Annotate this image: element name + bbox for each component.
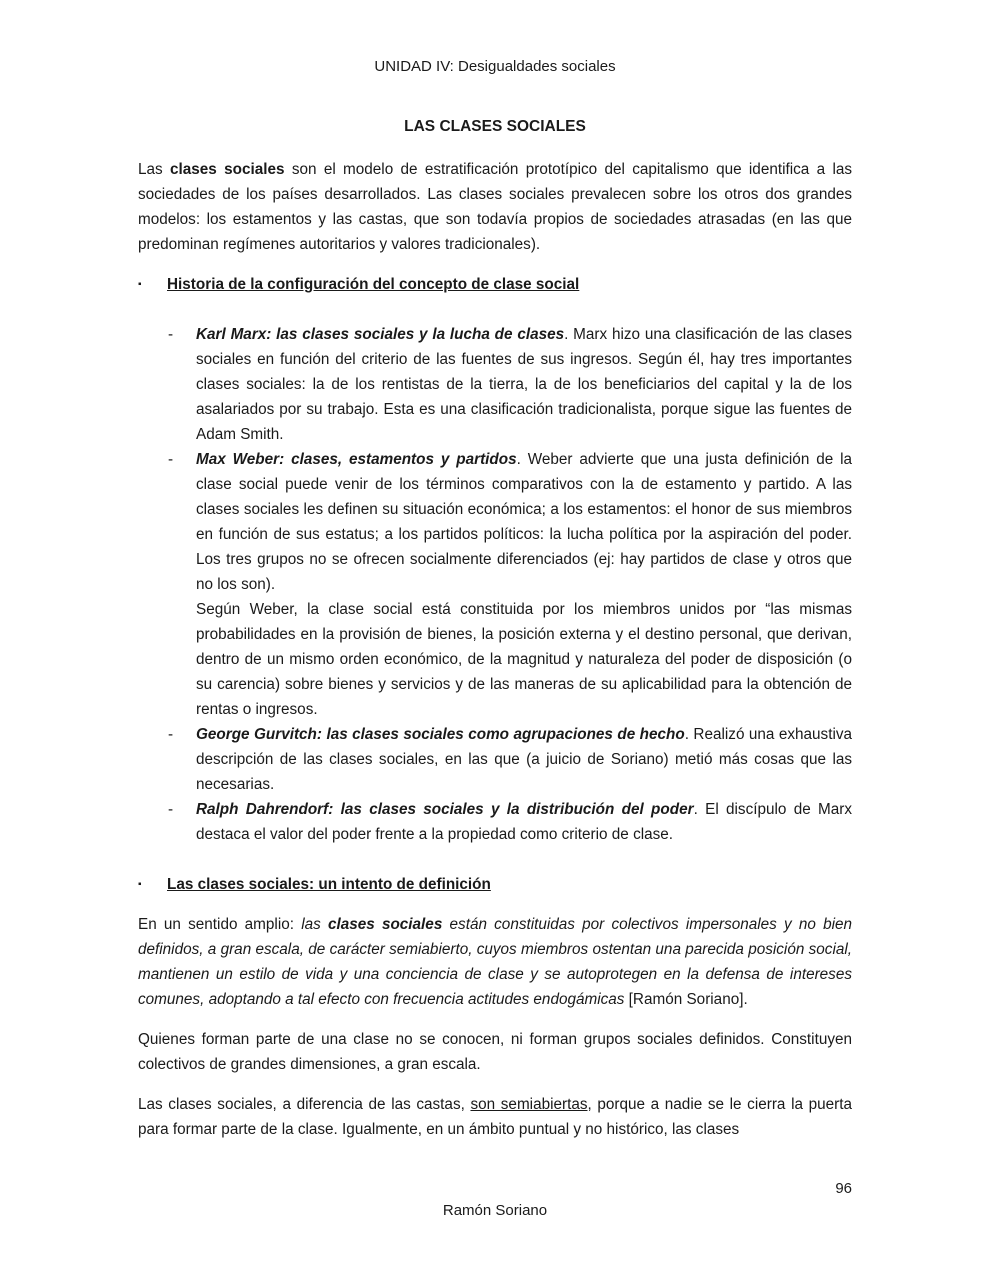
definition-text-b: las <box>301 916 328 933</box>
dash-marker: - <box>168 726 174 743</box>
section1-heading <box>138 272 852 297</box>
item-lead: Karl Marx: las clases sociales y la lucha de clases <box>196 326 565 343</box>
list-item-dahrendorf <box>138 797 852 847</box>
item-lead: George Gurvitch: las clases sociales como agrupaciones de hecho <box>196 726 685 743</box>
item-lead: Max Weber: clases, estamentos y partidos <box>196 451 517 468</box>
section2-heading <box>138 872 852 897</box>
item-extra-text: Según Weber, la clase social está constituida por los miembros unidos por “las mismas probabilidades en la provisión de bienes, la posición externa y el destino personal, que derivan, dentro de un mismo orden económico, de la magnitud y naturaleza del poder de disposición (o su carencia) sobre bienes y servicios y de las maneras de su aplicabilidad para la obtención de rentas o ingresos. <box>196 601 852 718</box>
section2-heading-text: Las clases sociales: un intento de definición <box>167 876 491 893</box>
list-item-weber <box>138 447 852 597</box>
running-header: UNIDAD IV: Desigualdades sociales <box>374 58 616 75</box>
paragraph-3-text-a: Las clases sociales, a diferencia de las castas, <box>138 1096 471 1113</box>
dash-marker: - <box>168 451 174 468</box>
definition-bold-term: clases sociales <box>327 916 443 933</box>
intro-paragraph <box>138 157 852 257</box>
square-bullet-icon: ▪ <box>138 879 142 890</box>
item-text: . Marx hizo una clasificación de las clases sociales en función del criterio de las fuentes de sus ingresos. Según él, hay tres importantes clases sociales: la de los rentistas de la tierra, la de los beneficiarios del capital y la de los asalariados por su trabajo. Esta es una clasificación tradicionalista, porque sigue las fuentes de Adam Smith. <box>196 326 852 443</box>
square-bullet-icon: ▪ <box>138 279 142 290</box>
item-text: . Realizó una exhaustiva descripción de las clases sociales, en las que (a juicio de Soriano) metió más cosas que las necesarias. <box>196 726 852 793</box>
definition-text-d: están constituidas por colectivos impersonales y no bien definidos, a gran escala, de carácter semiabierto, cuyos miembros ostentan una parecida posición social, mantienen un estilo de vida y una conciencia de clase y se autoprotegen en la defensa de intereses comunes, adoptando a tal efecto con frecuencia actitudes endogámicas <box>138 916 852 1008</box>
item-text: . El discípulo de Marx destaca el valor del poder frente a la propiedad como criterio de clase. <box>196 801 852 843</box>
definition-citation: [Ramón Soriano]. <box>624 991 748 1008</box>
paragraph-3 <box>138 1092 852 1142</box>
intro-text-c: son el modelo de estratificación prototípico del capitalismo que identifica a las sociedades de los países desarrollados. Las clases sociales prevalecen sobre los otros dos grandes modelos: los estamentos y las castas, que son todavía propios de sociedades atrasadas (en las que predominan regímenes autoritarios y valores tradicionales). <box>138 161 852 253</box>
footer-author: Ramón Soriano <box>442 1202 548 1219</box>
paragraph-3-underlined: son semiabiertas <box>470 1096 588 1113</box>
document-body <box>138 157 852 1142</box>
list-item-gurvitch <box>138 722 852 797</box>
item-text: . Weber advierte que una justa definición de la clase social puede venir de los términos comparativos con la de estamento y partido. A las clases sociales les definen su situación económica; a los estamentos: el honor de sus miembros en función de sus estatus; a los partidos políticos: la lucha política por la aspiración del poder. Los tres grupos no se ofrecen socialmente diferenciados (ej: hay partidos de clase y otros que no los son). <box>196 451 852 593</box>
dash-marker: - <box>168 326 174 343</box>
definition-paragraph <box>138 912 852 1012</box>
list-item-weber-extra <box>138 597 852 722</box>
section1-heading-text: Historia de la configuración del concepto de clase social <box>167 276 580 293</box>
list-item-marx <box>138 322 852 447</box>
intro-text-a: Las <box>138 161 170 178</box>
definition-text-a: En un sentido amplio: <box>138 916 302 933</box>
paragraph-3-text-c: , porque a nadie se le cierra la puerta para formar parte de la clase. Igualmente, en un ámbito puntual y no histórico, las clases <box>138 1096 852 1138</box>
item-lead: Ralph Dahrendorf: las clases sociales y la distribución del poder <box>196 801 694 818</box>
page-number: 96 <box>835 1180 852 1197</box>
paragraph-2: Quienes forman parte de una clase no se conocen, ni forman grupos sociales definidos. Constituyen colectivos de grandes dimensiones, a gran escala. <box>138 1031 852 1073</box>
intro-bold-term: clases sociales <box>170 161 285 178</box>
page-title: LAS CLASES SOCIALES <box>404 118 586 135</box>
dash-marker: - <box>168 801 174 818</box>
